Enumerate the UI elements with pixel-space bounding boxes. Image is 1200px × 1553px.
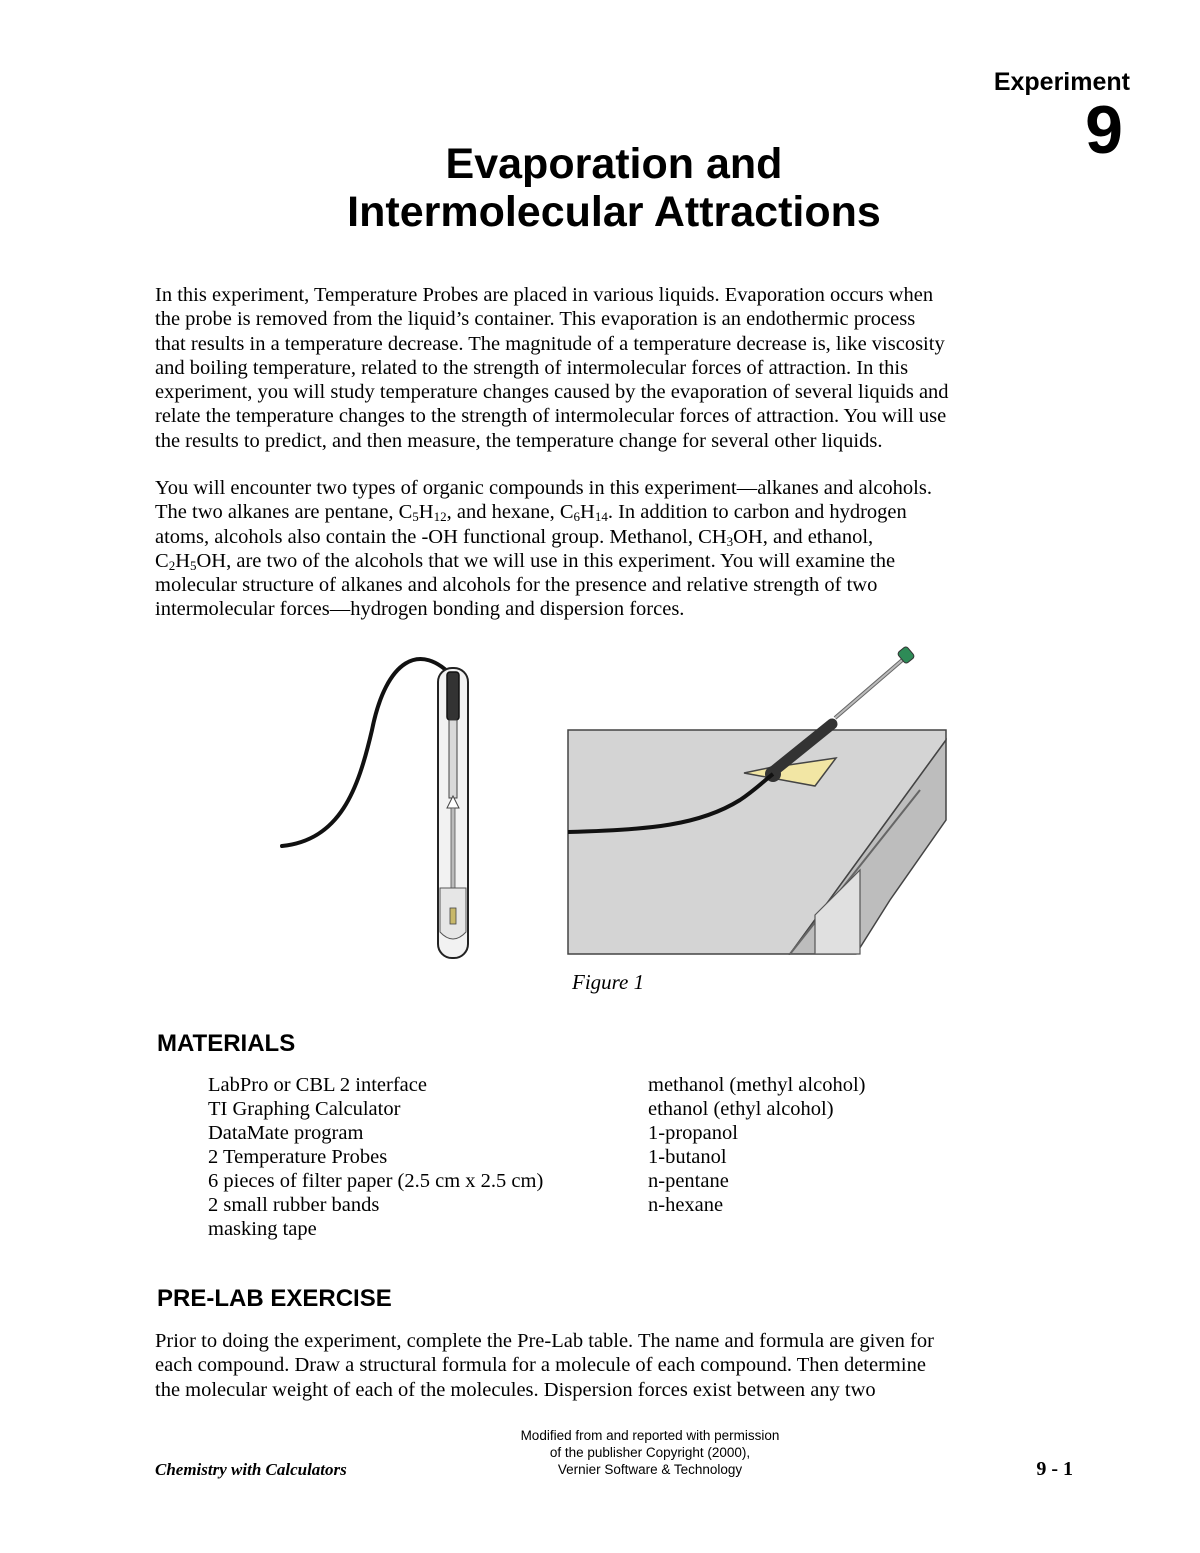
subscript: 3 — [726, 533, 734, 549]
materials-heading: MATERIALS — [157, 1030, 296, 1057]
list-item: 1-butanol — [648, 1146, 727, 1168]
intro-paragraph — [155, 283, 1085, 453]
text-run: OH, are two of the alcohols that we will use in this experiment. You will examine the — [196, 549, 896, 572]
intro-line: and boiling temperature, related to the strength of intermolecular forces of attraction. In this — [155, 356, 909, 379]
footer-credit — [400, 1427, 900, 1478]
intro-line: relate the temperature changes to the strength of intermolecular forces of attraction. You will use — [155, 405, 947, 428]
text-run: . In addition to carbon and hydrogen — [607, 501, 907, 524]
list-item: ethanol (ethyl alcohol) — [648, 1098, 834, 1120]
intro-line: the results to predict, and then measure, the temperature change for several other liquids. — [155, 429, 883, 452]
compounds-line: intermolecular forces—hydrogen bonding and dispersion forces. — [155, 598, 685, 621]
footer-book-title: Chemistry with Calculators — [155, 1460, 347, 1479]
subscript: 12 — [433, 509, 447, 525]
credit-line: Vernier Software & Technology — [557, 1462, 743, 1477]
text-run: H — [580, 501, 595, 524]
experiment-number: 9 — [1085, 92, 1123, 168]
list-item: n-pentane — [648, 1170, 729, 1192]
text-run: H — [418, 501, 434, 524]
compounds-line: molecular structure of alkanes and alcohols for the presence and relative strength of two — [155, 574, 878, 597]
list-item: masking tape — [208, 1218, 317, 1240]
experiment-label: Experiment — [993, 68, 1130, 96]
page-title — [0, 140, 1200, 236]
subscript: 14 — [594, 509, 608, 525]
subscript: 2 — [168, 557, 176, 573]
subscript: 5 — [412, 509, 419, 525]
prelab-heading: PRE-LAB EXERCISE — [157, 1285, 392, 1312]
intro-line: the probe is removed from the liquid’s container. This evaporation is an endothermic process — [155, 308, 916, 331]
materials-list-left — [208, 1073, 543, 1241]
credit-line: Modified from and reported with permission — [520, 1428, 780, 1443]
intro-line: experiment, you will study temperature changes caused by the evaporation of several liquids and — [155, 381, 949, 404]
figure-caption: Figure 1 — [572, 970, 645, 994]
compounds-line — [155, 500, 1085, 524]
text-run: The two alkanes are pentane, C — [155, 501, 413, 524]
probe-in-test-tube — [282, 659, 468, 958]
text-run: OH, and ethanol, — [733, 525, 874, 548]
list-item: TI Graphing Calculator — [208, 1098, 401, 1120]
subscript: 5 — [190, 557, 197, 573]
text-run: atoms, alcohols also contain the -OH functional group. Methanol, CH — [155, 525, 727, 548]
compounds-line — [155, 549, 1085, 573]
compounds-line: You will encounter two types of organic compounds in this experiment—alkanes and alcohols. — [155, 477, 932, 499]
list-item: methanol (methyl alcohol) — [648, 1074, 866, 1096]
prelab-line: the molecular weight of each of the molecules. Dispersion forces exist between any two — [155, 1378, 876, 1401]
compounds-line — [155, 525, 1085, 549]
text-run: C — [155, 549, 169, 572]
list-item: 1-propanol — [648, 1122, 738, 1144]
prelab-paragraph — [155, 1329, 1085, 1402]
list-item: 2 Temperature Probes — [208, 1146, 388, 1168]
list-item: 2 small rubber bands — [208, 1194, 380, 1216]
prelab-line: each compound. Draw a structural formula for a molecule of each compound. Then determine — [155, 1354, 926, 1377]
list-item: LabPro or CBL 2 interface — [208, 1074, 427, 1096]
intro-line: that results in a temperature decrease. The magnitude of a temperature decrease is, like viscosity — [155, 332, 945, 355]
compounds-paragraph — [155, 476, 1085, 622]
list-item: DataMate program — [208, 1122, 364, 1144]
figure-1-illustration — [270, 640, 960, 970]
list-item: 6 pieces of filter paper (2.5 cm x 2.5 cm) — [208, 1170, 544, 1192]
text-run: H — [175, 549, 190, 572]
text-run: , and hexane, C — [446, 501, 574, 524]
probe-on-table — [568, 646, 946, 954]
list-item: n-hexane — [648, 1194, 724, 1216]
prelab-line: Prior to doing the experiment, complete the Pre-Lab table. The name and formula are given for — [155, 1330, 934, 1352]
page-number: 9 - 1 — [1036, 1458, 1073, 1480]
title-line-2: Intermolecular Attractions — [347, 188, 881, 236]
intro-line: In this experiment, Temperature Probes are placed in various liquids. Evaporation occurs when — [155, 284, 934, 306]
subscript: 6 — [573, 509, 581, 525]
materials-list-right — [648, 1073, 865, 1217]
credit-line: of the publisher Copyright (2000), — [549, 1445, 751, 1460]
title-line-1: Evaporation and — [445, 140, 783, 188]
